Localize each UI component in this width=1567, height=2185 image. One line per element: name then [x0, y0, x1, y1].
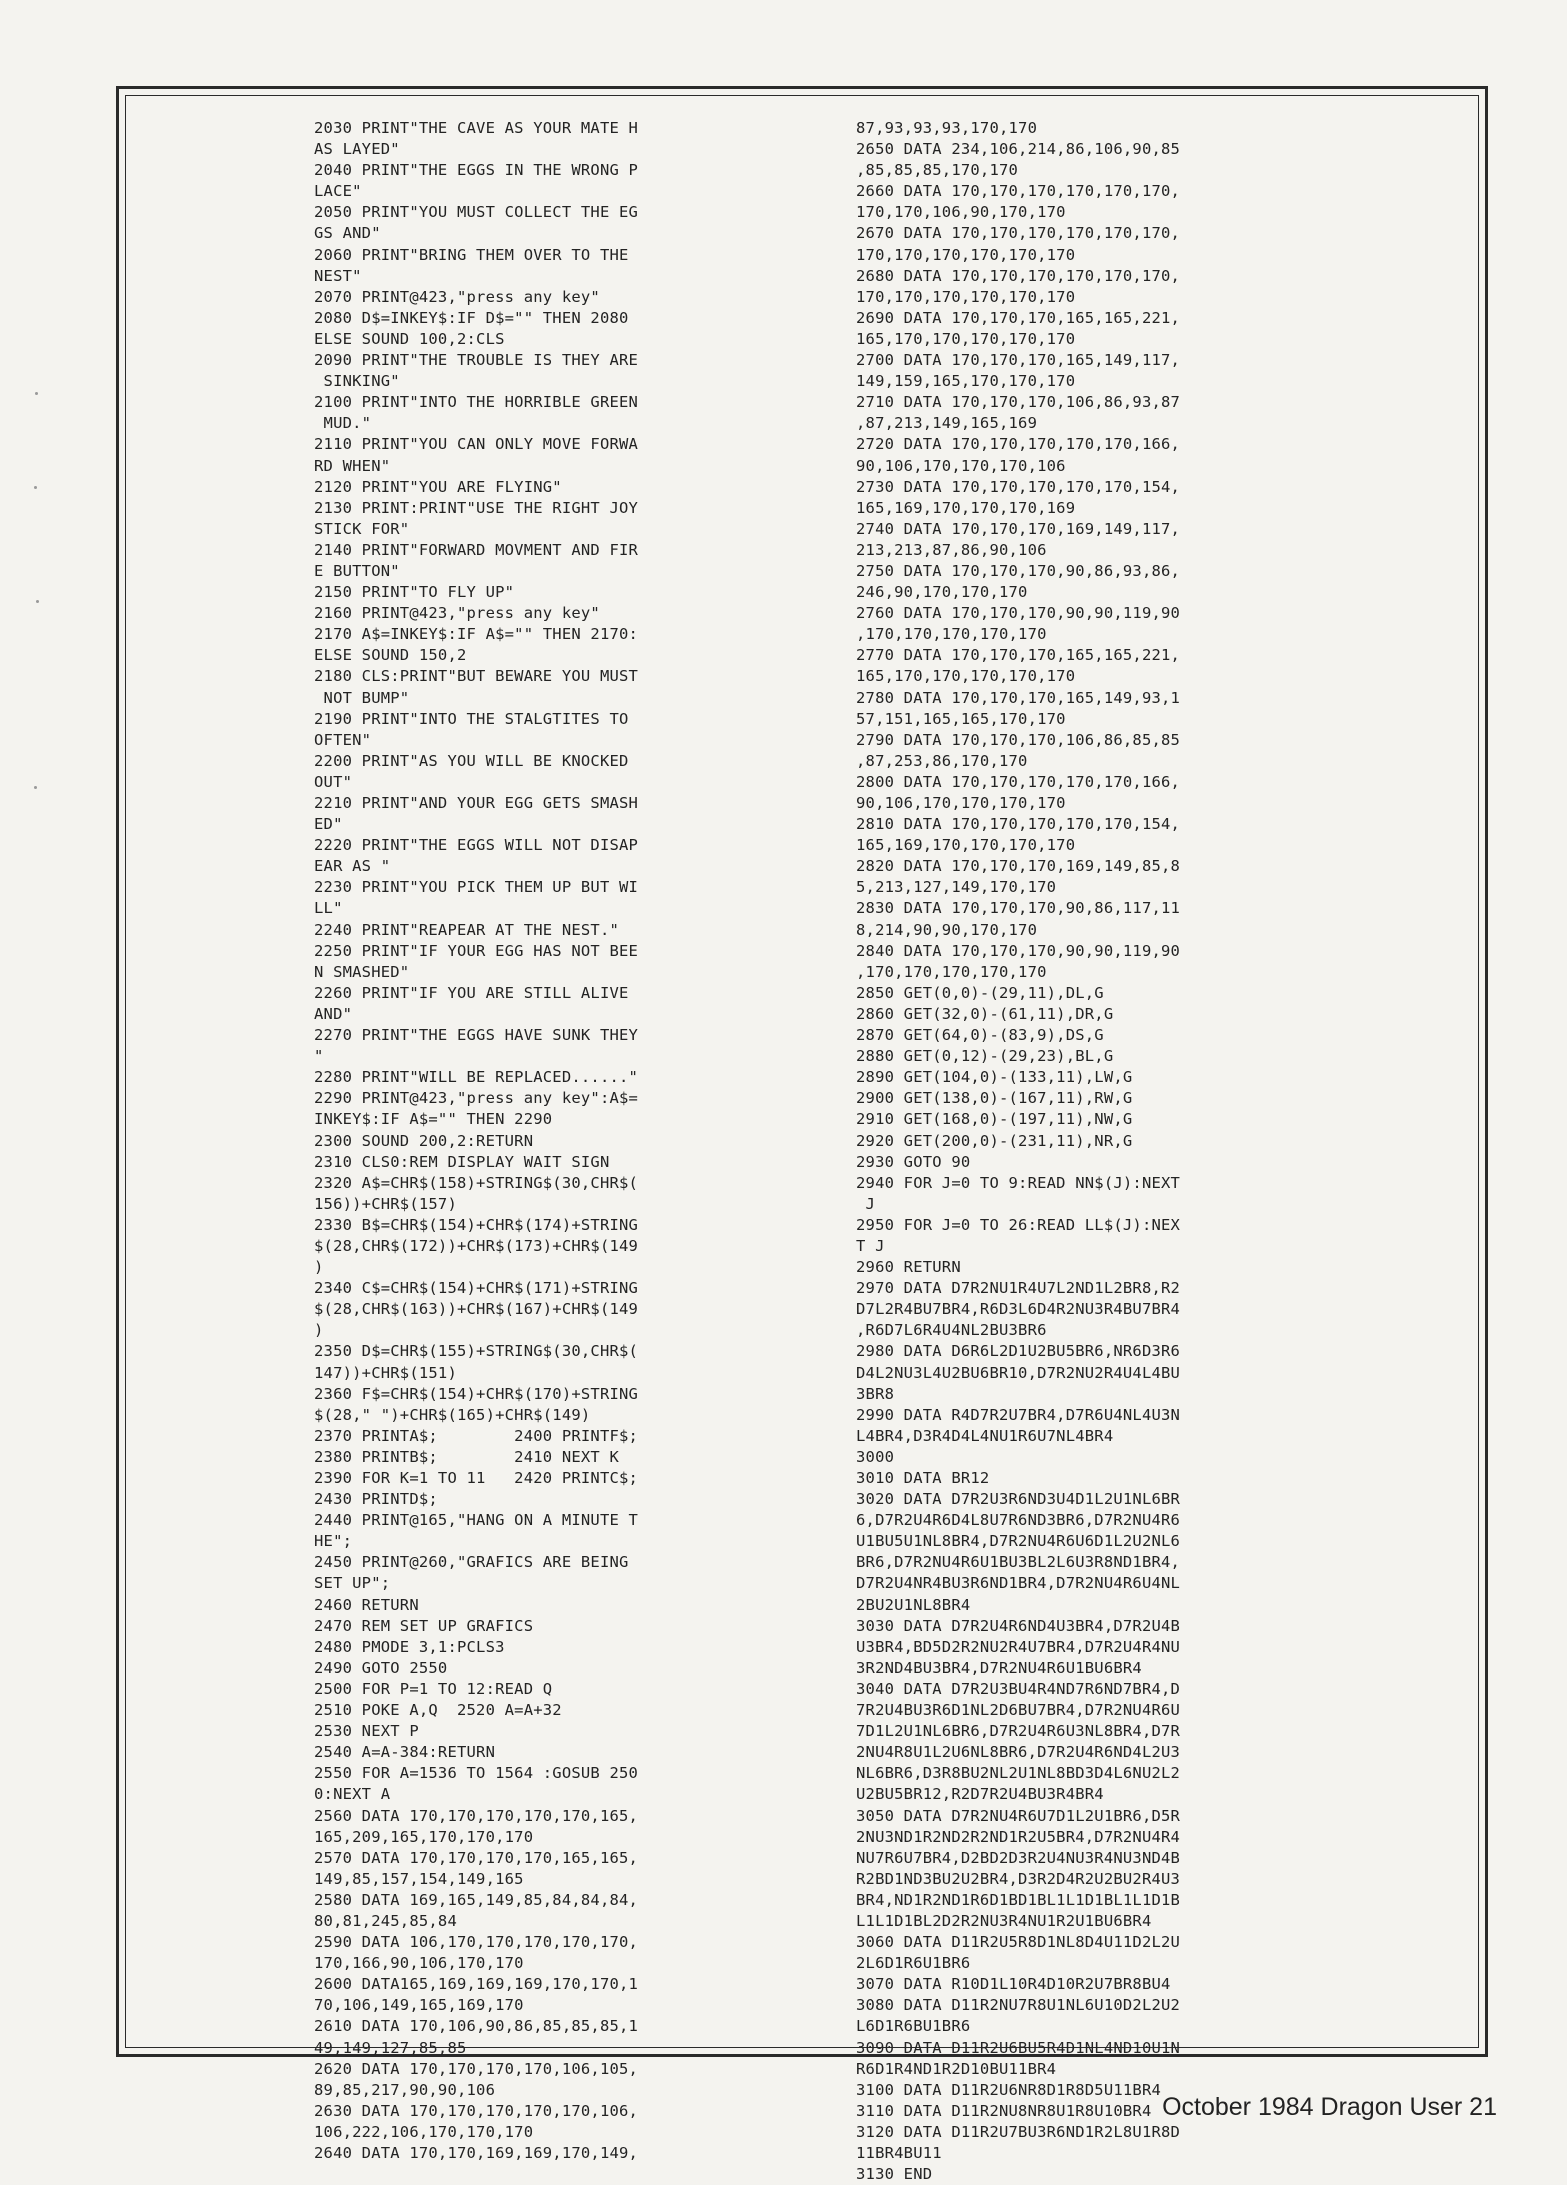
code-line: D4L2NU3L4U2BU6BR10,D7R2NU2R4U4L4BU — [856, 1363, 1181, 1382]
code-line: 2150 PRINT"TO FLY UP" — [314, 583, 515, 602]
code-line: ,87,213,149,165,169 — [856, 414, 1038, 433]
code-line: 2910 GET(168,0)-(197,11),NW,G — [856, 1110, 1133, 1129]
code-line: 2800 DATA 170,170,170,170,170,166, — [856, 772, 1181, 791]
code-line: SINKING" — [314, 372, 400, 391]
code-line: HE"; — [314, 1532, 353, 1551]
code-line: 2770 DATA 170,170,170,165,165,221, — [856, 646, 1181, 665]
code-line: 165,169,170,170,170,170 — [856, 836, 1076, 855]
code-line: 3050 DATA D7R2NU4R6U7D1L2U1BR6,D5R — [856, 1806, 1181, 1825]
code-line: 2900 GET(138,0)-(167,11),RW,G — [856, 1089, 1133, 1108]
code-line: 2590 DATA 106,170,170,170,170,170, — [314, 1933, 639, 1952]
code-line: 149,85,157,154,149,165 — [314, 1869, 524, 1888]
code-line: 3130 END — [856, 2165, 933, 2184]
code-line: 2390 FOR K=1 TO 11 2420 PRINTC$; — [314, 1469, 639, 1487]
listing-left-column — [314, 118, 734, 2164]
scan-speck — [34, 786, 37, 789]
code-line: 8,214,90,90,170,170 — [856, 920, 1038, 939]
code-line: 3000 — [856, 1447, 895, 1466]
code-line: 2250 PRINT"IF YOUR EGG HAS NOT BEE — [314, 941, 639, 960]
code-line: 2NU3ND1R2ND2R2ND1R2U5BR4,D7R2NU4R4 — [856, 1827, 1181, 1846]
code-line: 2170 A$=INKEY$:IF A$="" THEN 2170: — [314, 625, 639, 644]
code-line: 2070 PRINT@423,"press any key" — [314, 287, 600, 306]
code-line: $(28,CHR$(163))+CHR$(167)+CHR$(149 — [314, 1300, 639, 1319]
code-line: 2L6D1R6U1BR6 — [856, 1954, 971, 1973]
code-line: 2840 DATA 170,170,170,90,90,119,90 — [856, 941, 1181, 960]
code-line: 2680 DATA 170,170,170,170,170,170, — [856, 266, 1181, 285]
code-line: 2440 PRINT@165,"HANG ON A MINUTE T — [314, 1511, 639, 1530]
code-line: STICK FOR" — [314, 519, 410, 538]
code-line: 2030 PRINT"THE CAVE AS YOUR MATE H — [314, 119, 639, 137]
code-line: 2860 GET(32,0)-(61,11),DR,G — [856, 1004, 1114, 1023]
code-line: 2620 DATA 170,170,170,170,106,105, — [314, 2059, 639, 2078]
code-line: 2240 PRINT"REAPEAR AT THE NEST." — [314, 920, 620, 939]
code-line: 2290 PRINT@423,"press any key":A$= — [314, 1089, 639, 1108]
code-line: 147))+CHR$(151) — [314, 1363, 457, 1382]
scan-speck — [36, 600, 39, 603]
code-line: 2580 DATA 169,165,149,85,84,84,84, — [314, 1890, 639, 1909]
code-line: 2530 NEXT P — [314, 1722, 419, 1741]
code-line: 2990 DATA R4D7R2U7BR4,D7R6U4NL4U3N — [856, 1405, 1181, 1424]
code-line: ELSE SOUND 100,2:CLS — [314, 329, 505, 348]
code-line: T J — [856, 1236, 885, 1255]
code-line: 2970 DATA D7R2NU1R4U7L2ND1L2BR8,R2 — [856, 1279, 1181, 1298]
code-line: 2940 FOR J=0 TO 9:READ NN$(J):NEXT — [856, 1173, 1181, 1192]
code-line: 2650 DATA 234,106,214,86,106,90,85 — [856, 140, 1181, 159]
code-line: U3BR4,BD5D2R2NU2R4U7BR4,D7R2U4R4NU — [856, 1637, 1181, 1656]
code-line: ,87,253,86,170,170 — [856, 751, 1028, 770]
code-line: 2460 RETURN — [314, 1595, 419, 1614]
code-line: 2950 FOR J=0 TO 26:READ LL$(J):NEX — [856, 1215, 1181, 1234]
code-line: 2200 PRINT"AS YOU WILL BE KNOCKED — [314, 751, 629, 770]
code-line: NOT BUMP" — [314, 688, 410, 707]
code-line: 2470 REM SET UP GRAFICS — [314, 1616, 534, 1635]
code-line: EAR AS " — [314, 857, 391, 876]
code-line: 2550 FOR A=1536 TO 1564 :GOSUB 250 — [314, 1764, 639, 1783]
code-line: 3120 DATA D11R2U7BU3R6ND1R2L8U1R8D — [856, 2122, 1181, 2141]
code-line: 2370 PRINTA$; 2400 PRINTF$; — [314, 1426, 639, 1445]
code-line: 3110 DATA D11R2NU8NR8U1R8U10BR4 — [856, 2101, 1152, 2120]
code-line: 2660 DATA 170,170,170,170,170,170, — [856, 182, 1181, 201]
code-line: 2730 DATA 170,170,170,170,170,154, — [856, 477, 1181, 496]
code-line: 80,81,245,85,84 — [314, 1911, 457, 1930]
code-line: $(28,CHR$(172))+CHR$(173)+CHR$(149 — [314, 1236, 639, 1255]
code-line: GS AND" — [314, 224, 381, 243]
code-line: " — [314, 1047, 324, 1066]
code-line: AND" — [314, 1004, 353, 1023]
code-line: 2600 DATA165,169,169,169,170,170,1 — [314, 1975, 639, 1994]
code-line: D7L2R4BU7BR4,R6D3L6D4R2NU3R4BU7BR4 — [856, 1300, 1181, 1319]
code-line: 2060 PRINT"BRING THEM OVER TO THE — [314, 245, 629, 264]
code-line: 165,209,165,170,170,170 — [314, 1827, 534, 1846]
code-line: 2190 PRINT"INTO THE STALGTITES TO — [314, 709, 629, 728]
code-line: 2130 PRINT:PRINT"USE THE RIGHT JOY — [314, 498, 639, 517]
code-line: 2330 B$=CHR$(154)+CHR$(174)+STRING — [314, 1215, 639, 1234]
code-line: $(28," ")+CHR$(165)+CHR$(149) — [314, 1405, 591, 1424]
code-line: 2260 PRINT"IF YOU ARE STILL ALIVE — [314, 983, 629, 1002]
code-line: 2690 DATA 170,170,170,165,165,221, — [856, 308, 1181, 327]
code-line: 2270 PRINT"THE EGGS HAVE SUNK THEY — [314, 1026, 639, 1045]
code-line: 2BU2U1NL8BR4 — [856, 1595, 971, 1614]
code-line: 3060 DATA D11R2U5R8D1NL8D4U11D2L2U — [856, 1933, 1181, 1952]
code-line: 2560 DATA 170,170,170,170,170,165, — [314, 1806, 639, 1825]
code-line: 170,170,170,170,170,170 — [856, 287, 1076, 306]
code-line: LACE" — [314, 182, 362, 201]
code-line: 2040 PRINT"THE EGGS IN THE WRONG P — [314, 161, 639, 180]
code-line: ,170,170,170,170,170 — [856, 962, 1047, 981]
scan-speck — [35, 392, 38, 395]
code-line: 170,170,170,170,170,170 — [856, 245, 1076, 264]
code-line: 90,106,170,170,170,170 — [856, 794, 1066, 812]
code-line: 2930 GOTO 90 — [856, 1152, 971, 1171]
code-line: 2960 RETURN — [856, 1258, 961, 1277]
code-line: 2500 FOR P=1 TO 12:READ Q — [314, 1679, 553, 1698]
code-line: N SMASHED" — [314, 962, 410, 981]
code-line: 3090 DATA D11R2U6BU5R4D1NL4ND10U1N — [856, 2038, 1181, 2057]
code-line: 165,170,170,170,170,170 — [856, 329, 1076, 348]
code-line: D7R2U4NR4BU3R6ND1BR4,D7R2NU4R6U4NL — [856, 1574, 1181, 1593]
code-line: SET UP"; — [314, 1574, 391, 1593]
code-line: J — [856, 1194, 876, 1213]
code-line: 2790 DATA 170,170,170,106,86,85,85 — [856, 730, 1181, 749]
code-line: 2890 GET(104,0)-(133,11),LW,G — [856, 1068, 1133, 1087]
code-line: U1BU5U1NL8BR4,D7R2NU4R6U6D1L2U2NL6 — [856, 1532, 1181, 1551]
code-line: 2100 PRINT"INTO THE HORRIBLE GREEN — [314, 393, 639, 412]
code-line: 213,213,87,86,90,106 — [856, 540, 1047, 559]
code-line: 2160 PRINT@423,"press any key" — [314, 604, 600, 623]
code-line: 2080 D$=INKEY$:IF D$="" THEN 2080 — [314, 308, 629, 327]
code-line: 170,166,90,106,170,170 — [314, 1954, 524, 1973]
code-line: 2120 PRINT"YOU ARE FLYING" — [314, 477, 562, 496]
code-line: 70,106,149,165,169,170 — [314, 1996, 524, 2015]
code-line: 87,93,93,93,170,170 — [856, 119, 1038, 137]
code-line: 3030 DATA D7R2U4R6ND4U3BR4,D7R2U4B — [856, 1616, 1181, 1635]
code-line: 2820 DATA 170,170,170,169,149,85,8 — [856, 857, 1181, 876]
code-line: 246,90,170,170,170 — [856, 583, 1028, 602]
code-line: 3010 DATA BR12 — [856, 1469, 990, 1487]
code-line: 3040 DATA D7R2U3BU4R4ND7R6ND7BR4,D — [856, 1679, 1181, 1698]
scan-speck — [34, 486, 37, 489]
code-line: L1L1D1BL2D2R2NU3R4NU1R2U1BU6BR4 — [856, 1911, 1152, 1930]
code-line: 49,149,127,85,85 — [314, 2038, 467, 2057]
code-line: 2720 DATA 170,170,170,170,170,166, — [856, 435, 1181, 454]
code-line: 90,106,170,170,170,106 — [856, 456, 1066, 475]
code-line: 2360 F$=CHR$(154)+CHR$(170)+STRING — [314, 1384, 639, 1403]
code-line: RD WHEN" — [314, 456, 391, 475]
code-line: 7D1L2U1NL6BR6,D7R2U4R6U3NL8BR4,D7R — [856, 1722, 1181, 1741]
code-line: 149,159,165,170,170,170 — [856, 372, 1076, 391]
code-line: ,170,170,170,170,170 — [856, 625, 1047, 644]
code-line: NL6BR6,D3R8BU2NL2U1NL8BD3D4L6NU2L2 — [856, 1764, 1181, 1783]
code-line: NEST" — [314, 266, 362, 285]
code-line: E BUTTON" — [314, 561, 400, 580]
code-line: ,R6D7L6R4U4NL2BU3BR6 — [856, 1321, 1047, 1340]
code-line: 2640 DATA 170,170,169,169,170,149, — [314, 2144, 639, 2162]
code-line: 2920 GET(200,0)-(231,11),NR,G — [856, 1131, 1133, 1150]
code-line: 165,169,170,170,170,169 — [856, 498, 1076, 517]
code-line: R6D1R4ND1R2D10BU11BR4 — [856, 2059, 1057, 2078]
code-line: BR6,D7R2NU4R6U1BU3BL2L6U3R8ND1BR4, — [856, 1553, 1181, 1572]
code-line: 0:NEXT A — [314, 1785, 391, 1804]
code-line: ELSE SOUND 150,2 — [314, 646, 467, 665]
code-line: 106,222,106,170,170,170 — [314, 2122, 534, 2141]
code-line: 2710 DATA 170,170,170,106,86,93,87 — [856, 393, 1181, 412]
code-line: 2780 DATA 170,170,170,165,149,93,1 — [856, 688, 1181, 707]
code-line: 2320 A$=CHR$(158)+STRING$(30,CHR$( — [314, 1173, 639, 1192]
code-line: 2750 DATA 170,170,170,90,86,93,86, — [856, 561, 1181, 580]
code-line: 2740 DATA 170,170,170,169,149,117, — [856, 519, 1181, 538]
code-line: 2810 DATA 170,170,170,170,170,154, — [856, 815, 1181, 834]
code-line: 3070 DATA R10D1L10R4D10R2U7BR8BU4 — [856, 1975, 1171, 1994]
code-line: 2430 PRINTD$; — [314, 1490, 438, 1509]
code-line: 2340 C$=CHR$(154)+CHR$(171)+STRING — [314, 1279, 639, 1298]
code-line: 2630 DATA 170,170,170,170,170,106, — [314, 2101, 639, 2120]
code-line: 2090 PRINT"THE TROUBLE IS THEY ARE — [314, 351, 639, 370]
code-line: 2450 PRINT@260,"GRAFICS ARE BEING — [314, 1553, 629, 1572]
code-line: 89,85,217,90,90,106 — [314, 2080, 496, 2099]
code-line: 5,213,127,149,170,170 — [856, 878, 1057, 897]
code-line: 2700 DATA 170,170,170,165,149,117, — [856, 351, 1181, 370]
code-line: 7R2U4BU3R6D1NL2D6BU7BR4,D7R2NU4R6U — [856, 1701, 1181, 1720]
code-line: ) — [314, 1321, 324, 1340]
code-line: LL" — [314, 899, 343, 918]
code-line: 2880 GET(0,12)-(29,23),BL,G — [856, 1047, 1114, 1066]
code-line: ED" — [314, 815, 343, 834]
code-line: OUT" — [314, 772, 353, 791]
code-line: 2280 PRINT"WILL BE REPLACED......" — [314, 1068, 639, 1087]
code-line: 2380 PRINTB$; 2410 NEXT K — [314, 1447, 620, 1466]
code-line: 2830 DATA 170,170,170,90,86,117,11 — [856, 899, 1181, 918]
code-line: 170,170,106,90,170,170 — [856, 203, 1066, 222]
code-line: 165,170,170,170,170,170 — [856, 667, 1076, 686]
code-line: 156))+CHR$(157) — [314, 1194, 457, 1213]
code-line: OFTEN" — [314, 730, 372, 749]
code-line: 57,151,165,165,170,170 — [856, 709, 1066, 728]
code-line: 2980 DATA D6R6L2D1U2BU5BR6,NR6D3R6 — [856, 1342, 1181, 1361]
code-line: 2180 CLS:PRINT"BUT BEWARE YOU MUST — [314, 667, 639, 686]
code-line: 6,D7R2U4R6D4L8U7R6ND3BR6,D7R2NU4R6 — [856, 1511, 1181, 1530]
code-line: L4BR4,D3R4D4L4NU1R6U7NL4BR4 — [856, 1426, 1114, 1445]
code-line: 2670 DATA 170,170,170,170,170,170, — [856, 224, 1181, 243]
code-line: AS LAYED" — [314, 140, 400, 159]
code-line: 2510 POKE A,Q 2520 A=A+32 — [314, 1701, 562, 1720]
code-line: 2610 DATA 170,106,90,86,85,85,85,1 — [314, 2017, 639, 2036]
code-line: 2220 PRINT"THE EGGS WILL NOT DISAP — [314, 836, 639, 855]
code-line: 2300 SOUND 200,2:RETURN — [314, 1131, 534, 1150]
code-line: 2110 PRINT"YOU CAN ONLY MOVE FORWA — [314, 435, 639, 454]
code-line: 3BR8 — [856, 1384, 895, 1403]
code-line: 2760 DATA 170,170,170,90,90,119,90 — [856, 604, 1181, 623]
code-line: 3020 DATA D7R2U3R6ND3U4D1L2U1NL6BR — [856, 1490, 1181, 1509]
code-line: 2230 PRINT"YOU PICK THEM UP BUT WI — [314, 878, 639, 897]
code-line: 2490 GOTO 2550 — [314, 1658, 448, 1677]
code-line: 2140 PRINT"FORWARD MOVMENT AND FIR — [314, 540, 639, 559]
code-line: 2850 GET(0,0)-(29,11),DL,G — [856, 983, 1104, 1002]
code-line: 11BR4BU11 — [856, 2144, 942, 2162]
code-line: ) — [314, 1258, 324, 1277]
code-line: ,85,85,85,170,170 — [856, 161, 1019, 180]
code-line: 3080 DATA D11R2NU7R8U1NL6U10D2L2U2 — [856, 1996, 1181, 2015]
code-line: 3R2ND4BU3BR4,D7R2NU4R6U1BU6BR4 — [856, 1658, 1142, 1677]
code-line: 3100 DATA D11R2U6NR8D1R8D5U11BR4 — [856, 2080, 1162, 2099]
code-line: NU7R6U7BR4,D2BD2D3R2U4NU3R4NU3ND4B — [856, 1848, 1181, 1867]
code-line: 2540 A=A-384:RETURN — [314, 1743, 496, 1762]
code-line: MUD." — [314, 414, 372, 433]
code-line: R2BD1ND3BU2U2BR4,D3R2D4R2U2BU2R4U3 — [856, 1869, 1181, 1888]
code-line: U2BU5BR12,R2D7R2U4BU3R4BR4 — [856, 1785, 1104, 1804]
page-footer: October 1984 Dragon User 21 — [1162, 2093, 1497, 2121]
code-line: 2310 CLS0:REM DISPLAY WAIT SIGN — [314, 1152, 610, 1171]
code-line: BR4,ND1R2ND1R6D1BD1BL1L1D1BL1L1D1B — [856, 1890, 1181, 1909]
code-line: INKEY$:IF A$="" THEN 2290 — [314, 1110, 553, 1129]
code-line: 2350 D$=CHR$(155)+STRING$(30,CHR$( — [314, 1342, 639, 1361]
code-line: L6D1R6BU1BR6 — [856, 2017, 971, 2036]
code-line: 2210 PRINT"AND YOUR EGG GETS SMASH — [314, 794, 639, 812]
listing-right-column — [856, 118, 1276, 2185]
code-line: 2870 GET(64,0)-(83,9),DS,G — [856, 1026, 1104, 1045]
code-line: 2570 DATA 170,170,170,170,165,165, — [314, 1848, 639, 1867]
code-line: 2NU4R8U1L2U6NL8BR6,D7R2U4R6ND4L2U3 — [856, 1743, 1181, 1762]
code-line: 2480 PMODE 3,1:PCLS3 — [314, 1637, 505, 1656]
code-line: 2050 PRINT"YOU MUST COLLECT THE EG — [314, 203, 639, 222]
